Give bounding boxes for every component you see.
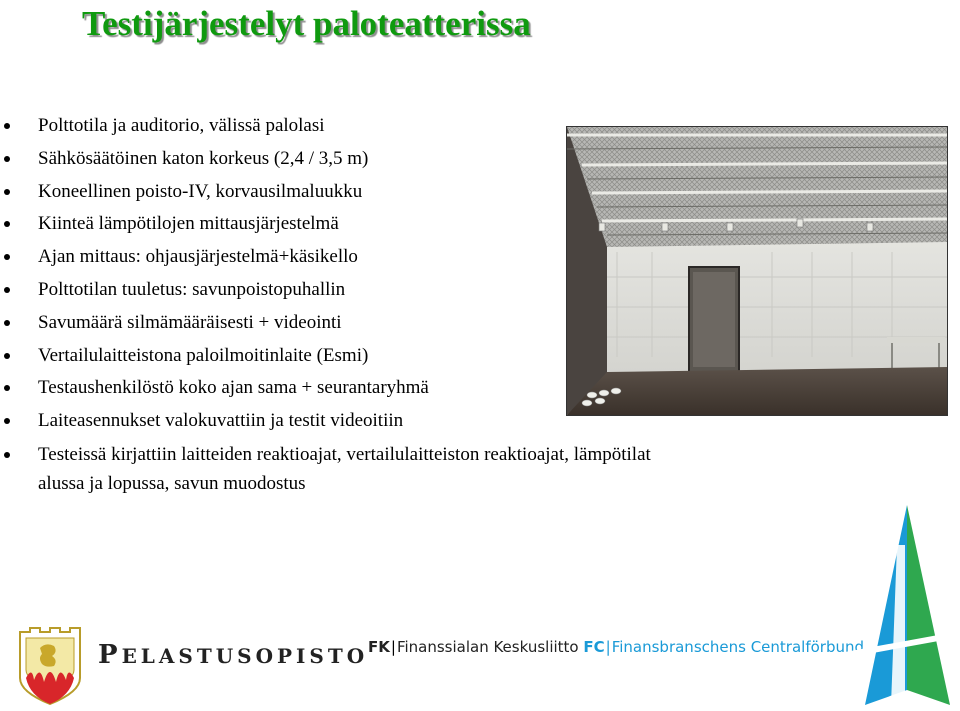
fc-mark: FC <box>583 638 605 656</box>
fk-fc-brand: FK|Finanssialan Keskusliitto FC|Finansbranschens Centralförbund <box>368 638 865 656</box>
bullet-text: Vertailulaitteistona paloilmoitinlaite (Esmi) <box>38 344 369 366</box>
bullet-text: Kiinteä lämpötilojen mittausjärjestelmä <box>38 213 339 235</box>
bullet-item <box>0 176 658 209</box>
bullet-item <box>0 208 658 241</box>
burn-room-photo <box>566 126 948 416</box>
bullet-item <box>0 340 658 373</box>
fk-mark: FK <box>368 638 390 656</box>
bullet-text: Ajan mittaus: ohjausjärjestelmä+käsikello <box>38 246 358 268</box>
bullet-text: Koneellinen poisto-IV, korvausilmaluukku <box>38 180 363 202</box>
bullet-item <box>0 241 658 274</box>
bullet-text: Laiteasennukset valokuvattiin ja testit videoitiin <box>38 410 404 432</box>
bullet-item <box>0 307 658 340</box>
bullet-dot-icon <box>4 123 10 129</box>
fc-name: Finansbranschens Centralförbund <box>611 638 865 656</box>
bullet-item <box>0 372 658 405</box>
bullet-item <box>0 274 658 307</box>
fk-name: Finanssialan Keskusliitto <box>396 638 579 656</box>
pyramid-logo-icon <box>845 505 955 705</box>
slide-title: Testijärjestelyt paloteatterissa <box>82 4 531 43</box>
bullet-dot-icon <box>4 189 10 195</box>
bullet-dot-icon <box>4 353 10 359</box>
fire-crest-logo-icon <box>18 626 82 706</box>
bullet-text: Sähkösäätöinen katon korkeus (2,4 / 3,5 m) <box>38 147 369 169</box>
pelastusopisto-brand: PELASTUSOPISTO <box>98 640 369 670</box>
bullet-dot-icon <box>4 221 10 227</box>
bullet-dot-icon <box>4 418 10 424</box>
bullet-text: Savumäärä silmämääräisesti + videointi <box>38 311 342 333</box>
bullet-text: Polttotila ja auditorio, välissä palolasi <box>38 115 325 136</box>
bullet-item <box>0 405 658 438</box>
bullet-item <box>0 110 658 143</box>
bullet-dot-icon <box>4 287 10 293</box>
bullet-dot-icon <box>4 452 10 458</box>
bullet-list <box>0 110 658 498</box>
bullet-item <box>0 440 658 498</box>
bullet-dot-icon <box>4 156 10 162</box>
bullet-dot-icon <box>4 385 10 391</box>
bullet-text: Polttotilan tuuletus: savunpoistopuhallin <box>38 278 346 300</box>
bullet-item <box>0 143 658 176</box>
bullet-text: Testeissä kirjattiin laitteiden reaktioajat, vertailulaitteiston reaktioajat, lämpötilat alussa ja lopussa, savun muodostus <box>38 443 651 494</box>
bullet-text: Testaushenkilöstö koko ajan sama + seurantaryhmä <box>38 377 429 399</box>
bullet-dot-icon <box>4 254 10 260</box>
bullet-dot-icon <box>4 320 10 326</box>
